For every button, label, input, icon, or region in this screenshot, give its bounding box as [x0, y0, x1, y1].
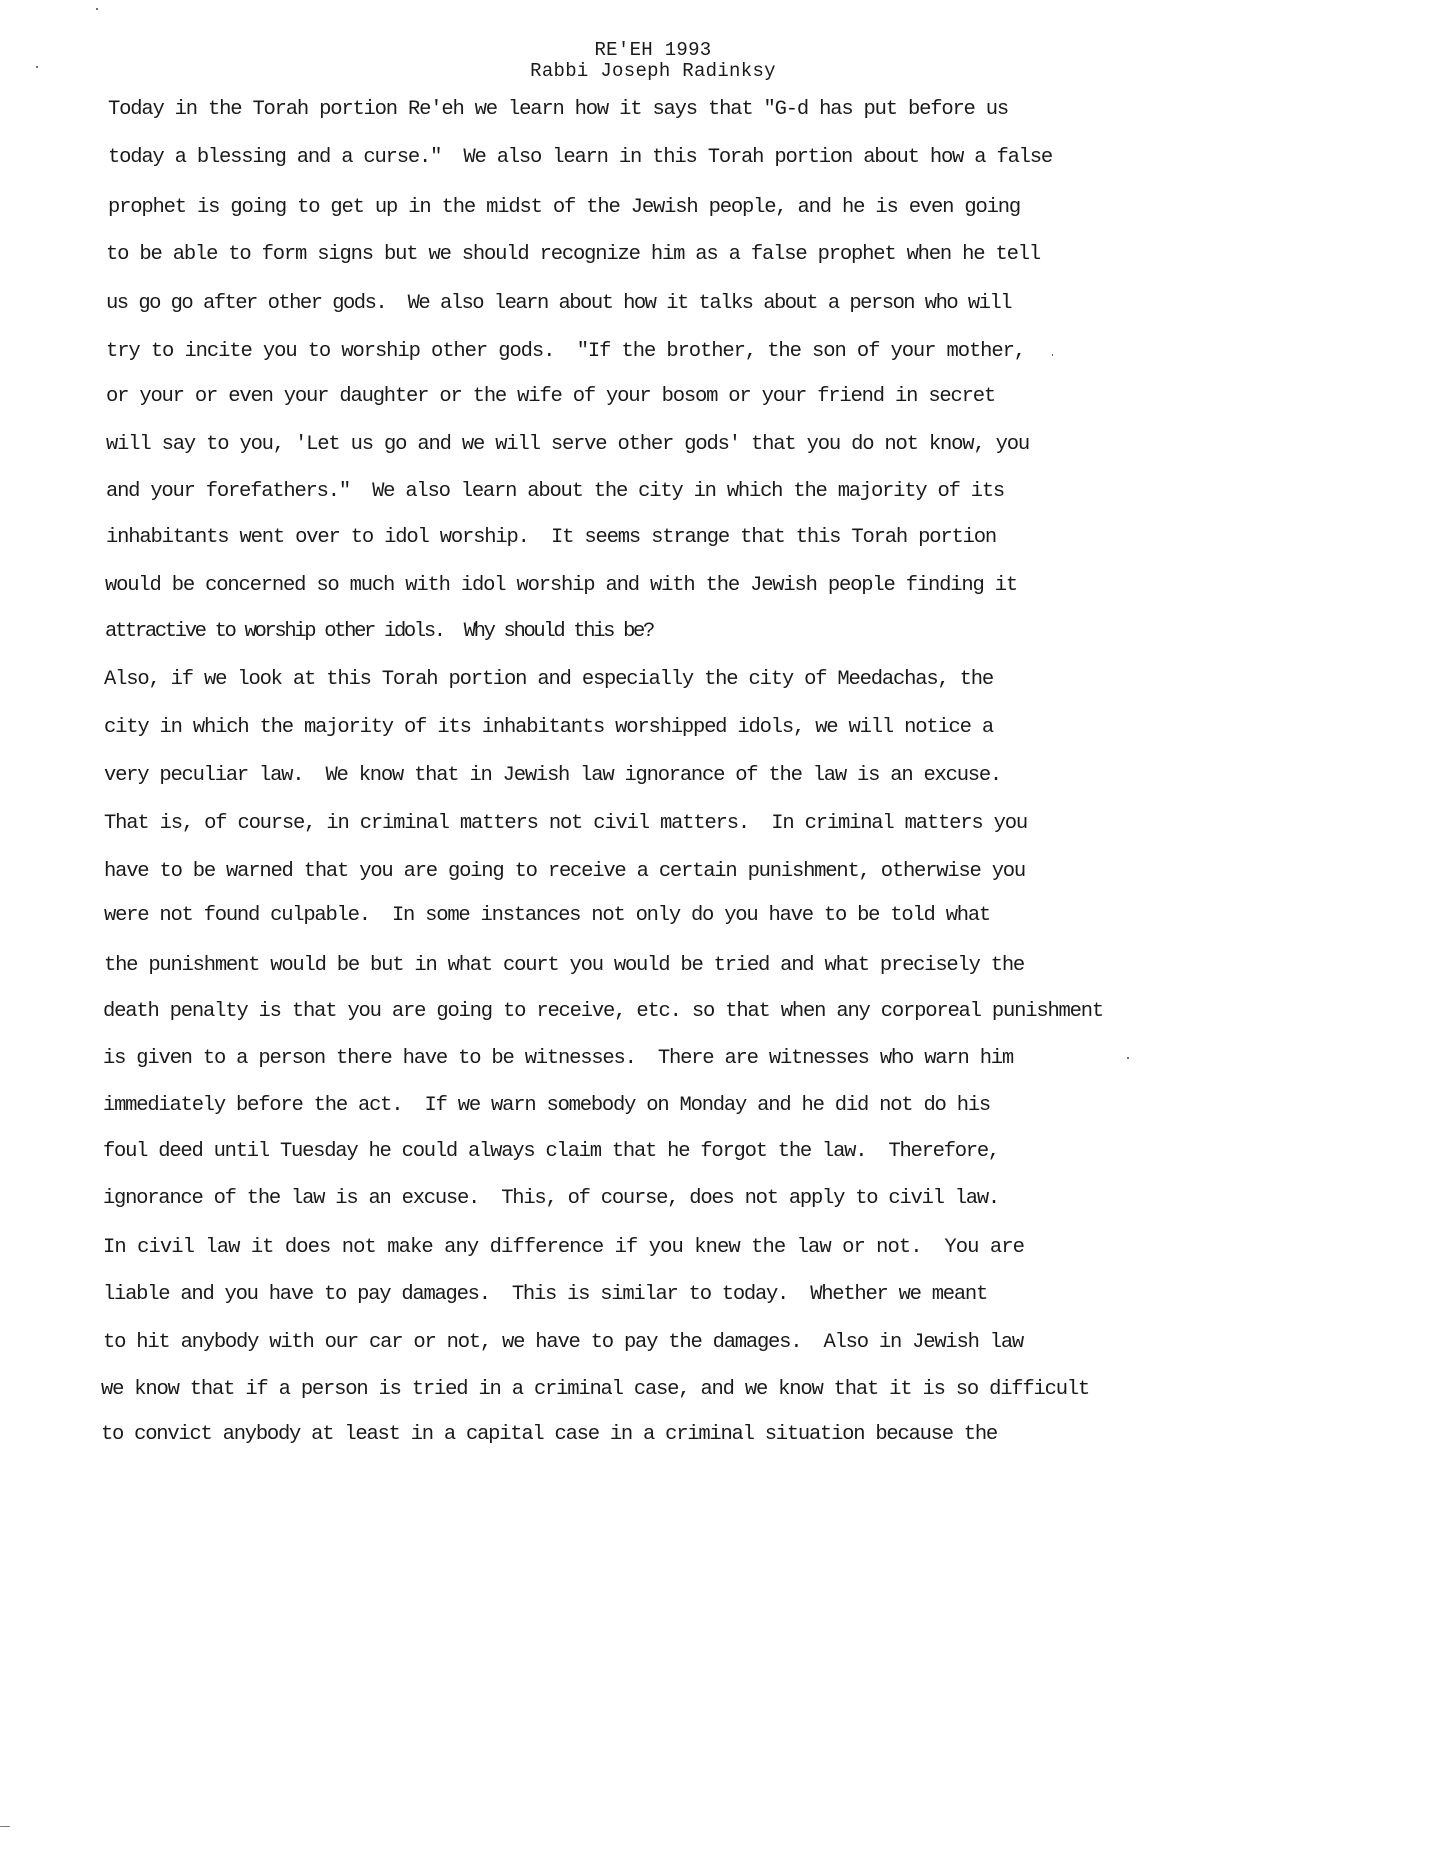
text-line: very peculiar law. We know that in Jewish law ignorance of the law is an excuse. — [104, 764, 1001, 787]
text-line: try to incite you to worship other gods. "If the brother, the son of your mother, — [106, 340, 1025, 363]
text-line: or your or even your daughter or the wife of your bosom or your friend in secret — [106, 385, 995, 408]
text-line: city in which the majority of its inhabitants worshipped idols, we will notice a — [104, 716, 993, 739]
text-line: to be able to form signs but we should recognize him as a false prophet when he tell — [106, 243, 1040, 266]
document-author: Rabbi Joseph Radinksy — [530, 60, 776, 82]
text-line: we know that if a person is tried in a criminal case, and we know that it is so difficult — [101, 1378, 1090, 1401]
text-line: In civil law it does not make any difference if you knew the law or not. You are — [103, 1236, 1024, 1259]
text-line: foul deed until Tuesday he could always claim that he forgot the law. Therefore, — [103, 1140, 999, 1163]
text-line: Today in the Torah portion Re'eh we learn how it says that "G-d has put before us — [108, 98, 1008, 121]
scan-speck — [1052, 354, 1053, 356]
text-line: the punishment would be but in what court you would be tried and what precisely the — [104, 954, 1024, 977]
text-line: immediately before the act. If we warn somebody on Monday and he did not do his — [103, 1094, 990, 1117]
document-title: RE'EH 1993 — [594, 39, 712, 61]
text-line: ignorance of the law is an excuse. This, of course, does not apply to civil law. — [103, 1187, 999, 1210]
text-line: to hit anybody with our car or not, we have to pay the damages. Also in Jewish law — [103, 1331, 1023, 1354]
text-line: were not found culpable. In some instances not only do you have to be told what — [104, 904, 990, 927]
text-line: to convict anybody at least in a capital case in a criminal situation because the — [101, 1423, 997, 1446]
text-line: inhabitants went over to idol worship. It seems strange that this Torah portion — [106, 526, 996, 549]
text-line: have to be warned that you are going to receive a certain punishment, otherwise you — [104, 860, 1025, 883]
text-line: and your forefathers." We also learn about the city in which the majority of its — [106, 480, 1004, 503]
text-line: Also, if we look at this Torah portion and especially the city of Meedachas, the — [104, 668, 993, 691]
text-line: death penalty is that you are going to receive, etc. so that when any corporeal punishment — [103, 1000, 1103, 1023]
text-line: prophet is going to get up in the midst of the Jewish people, and he is even going — [108, 196, 1020, 219]
text-line: That is, of course, in criminal matters not civil matters. In criminal matters you — [104, 812, 1027, 835]
text-line: liable and you have to pay damages. This is similar to today. Whether we meant — [103, 1283, 987, 1306]
text-line: today a blessing and a curse." We also learn in this Torah portion about how a false — [108, 146, 1052, 169]
text-line: attractive to worship other idols. Why should this be? — [105, 620, 653, 643]
scan-speck — [36, 66, 38, 68]
scan-speck — [1127, 1057, 1129, 1059]
scan-speck — [96, 8, 98, 10]
scan-speck — [0, 1826, 10, 1827]
text-line: would be concerned so much with idol worship and with the Jewish people finding it — [105, 574, 1017, 597]
text-line: will say to you, 'Let us go and we will serve other gods' that you do not know, you — [106, 433, 1029, 456]
text-line: us go go after other gods. We also learn about how it talks about a person who will — [106, 292, 1011, 315]
text-line: is given to a person there have to be witnesses. There are witnesses who warn him — [103, 1047, 1013, 1070]
document-header — [0, 40, 1306, 82]
